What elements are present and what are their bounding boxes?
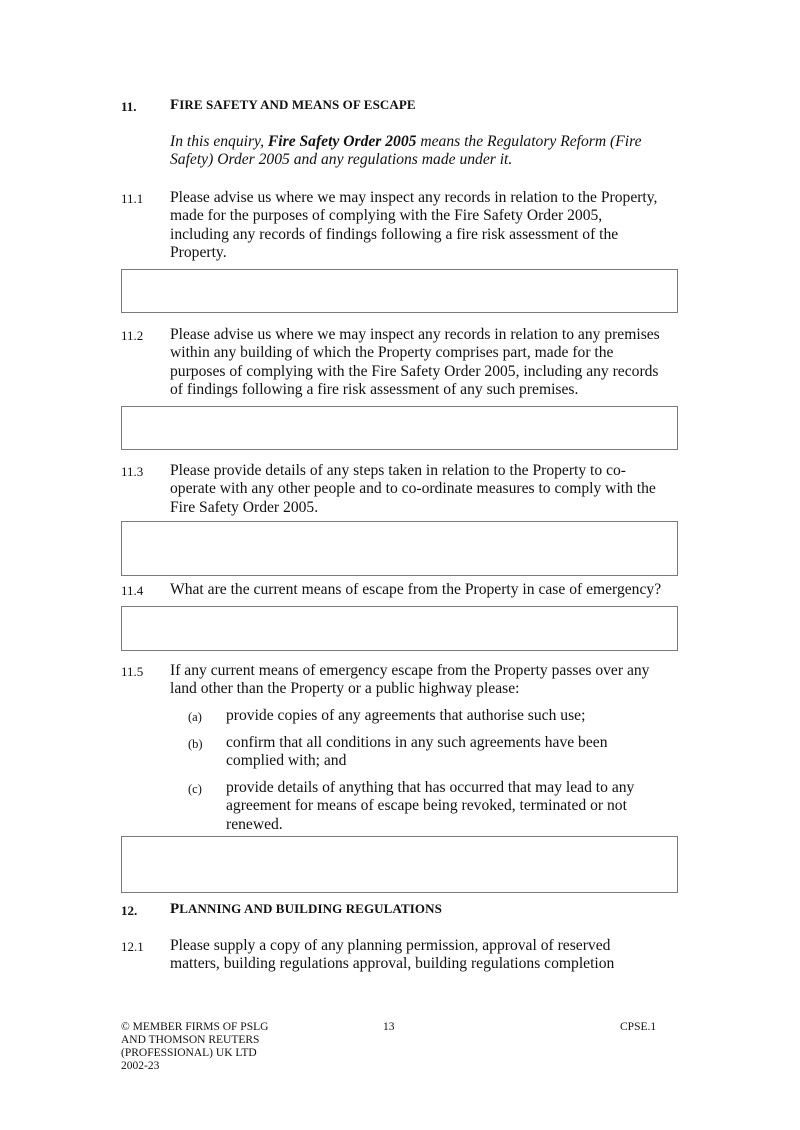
item-11-4-number: 11.4 [121, 583, 144, 598]
item-11-2-number: 11.2 [121, 328, 144, 343]
defined-term: Fire Safety Order 2005 [267, 133, 417, 150]
footer-doc-code: CPSE.1 [620, 1021, 657, 1033]
item-11-4-text: What are the current means of escape from the Property in case of emergency? [170, 581, 662, 598]
answer-box-11-4[interactable] [121, 606, 678, 651]
item-11-2-text: Please advise us where we may inspect any records in relation to any premises within any building of which the Property comprises part, made for the purposes of complying with the Fire Safety Order 2005, including any records of findings following a fire risk assessment of any such premises. [170, 326, 660, 399]
section-11-number: 11. [121, 99, 137, 114]
answer-box-11-3[interactable] [121, 521, 678, 576]
section-11-title: FIRE SAFETY AND MEANS OF ESCAPE [170, 97, 416, 113]
subitem-a-text: provide copies of any agreements that authorise such use; [226, 707, 586, 724]
item-11-1-text: Please advise us where we may inspect any records in relation to the Property, made for the purposes of complying with the Fire Safety Order 2005, including any records of findings following a fire risk assessment of the Property. [170, 189, 658, 262]
item-12-1-text: Please supply a copy of any planning permission, approval of reserved matters, building regulations approval, building regulations completion [170, 937, 615, 973]
section-11-intro: In this enquiry, Fire Safety Order 2005 means the Regulatory Reform (Fire Safety) Order 2005 and any regulations made under it. [170, 133, 642, 169]
subitem-c-text: provide details of anything that has occurred that may lead to any agreement for means of escape being revoked, terminated or not renewed. [226, 779, 635, 833]
item-11-1-number: 11.1 [121, 191, 144, 206]
subitem-c-label: (c) [188, 782, 202, 796]
answer-box-11-1[interactable] [121, 269, 678, 313]
footer-copyright: © MEMBER FIRMS OF PSLG AND THOMSON REUTERS (PROFESSIONAL) UK LTD 2002-23 [121, 1021, 269, 1072]
section-12-number: 12. [121, 903, 138, 918]
subitem-a-label: (a) [188, 710, 202, 724]
subitem-b-text: confirm that all conditions in any such agreements have been complied with; and [226, 734, 608, 770]
section-12-title: PLANNING AND BUILDING REGULATIONS [170, 901, 442, 917]
item-12-1-number: 12.1 [121, 939, 144, 954]
item-11-3-number: 11.3 [121, 464, 144, 479]
subitem-b-label: (b) [188, 737, 203, 751]
answer-box-11-5[interactable] [121, 836, 678, 893]
item-11-3-text: Please provide details of any steps taken in relation to the Property to co- operate with any other people and to co-ordinate measures to comply with the Fire Safety Order 2005. [170, 462, 656, 516]
item-11-5-text: If any current means of emergency escape from the Property passes over any land other than the Property or a public highway please: [170, 662, 650, 698]
item-11-5-number: 11.5 [121, 664, 144, 679]
answer-box-11-2[interactable] [121, 406, 678, 450]
footer-page-number: 13 [383, 1021, 395, 1033]
